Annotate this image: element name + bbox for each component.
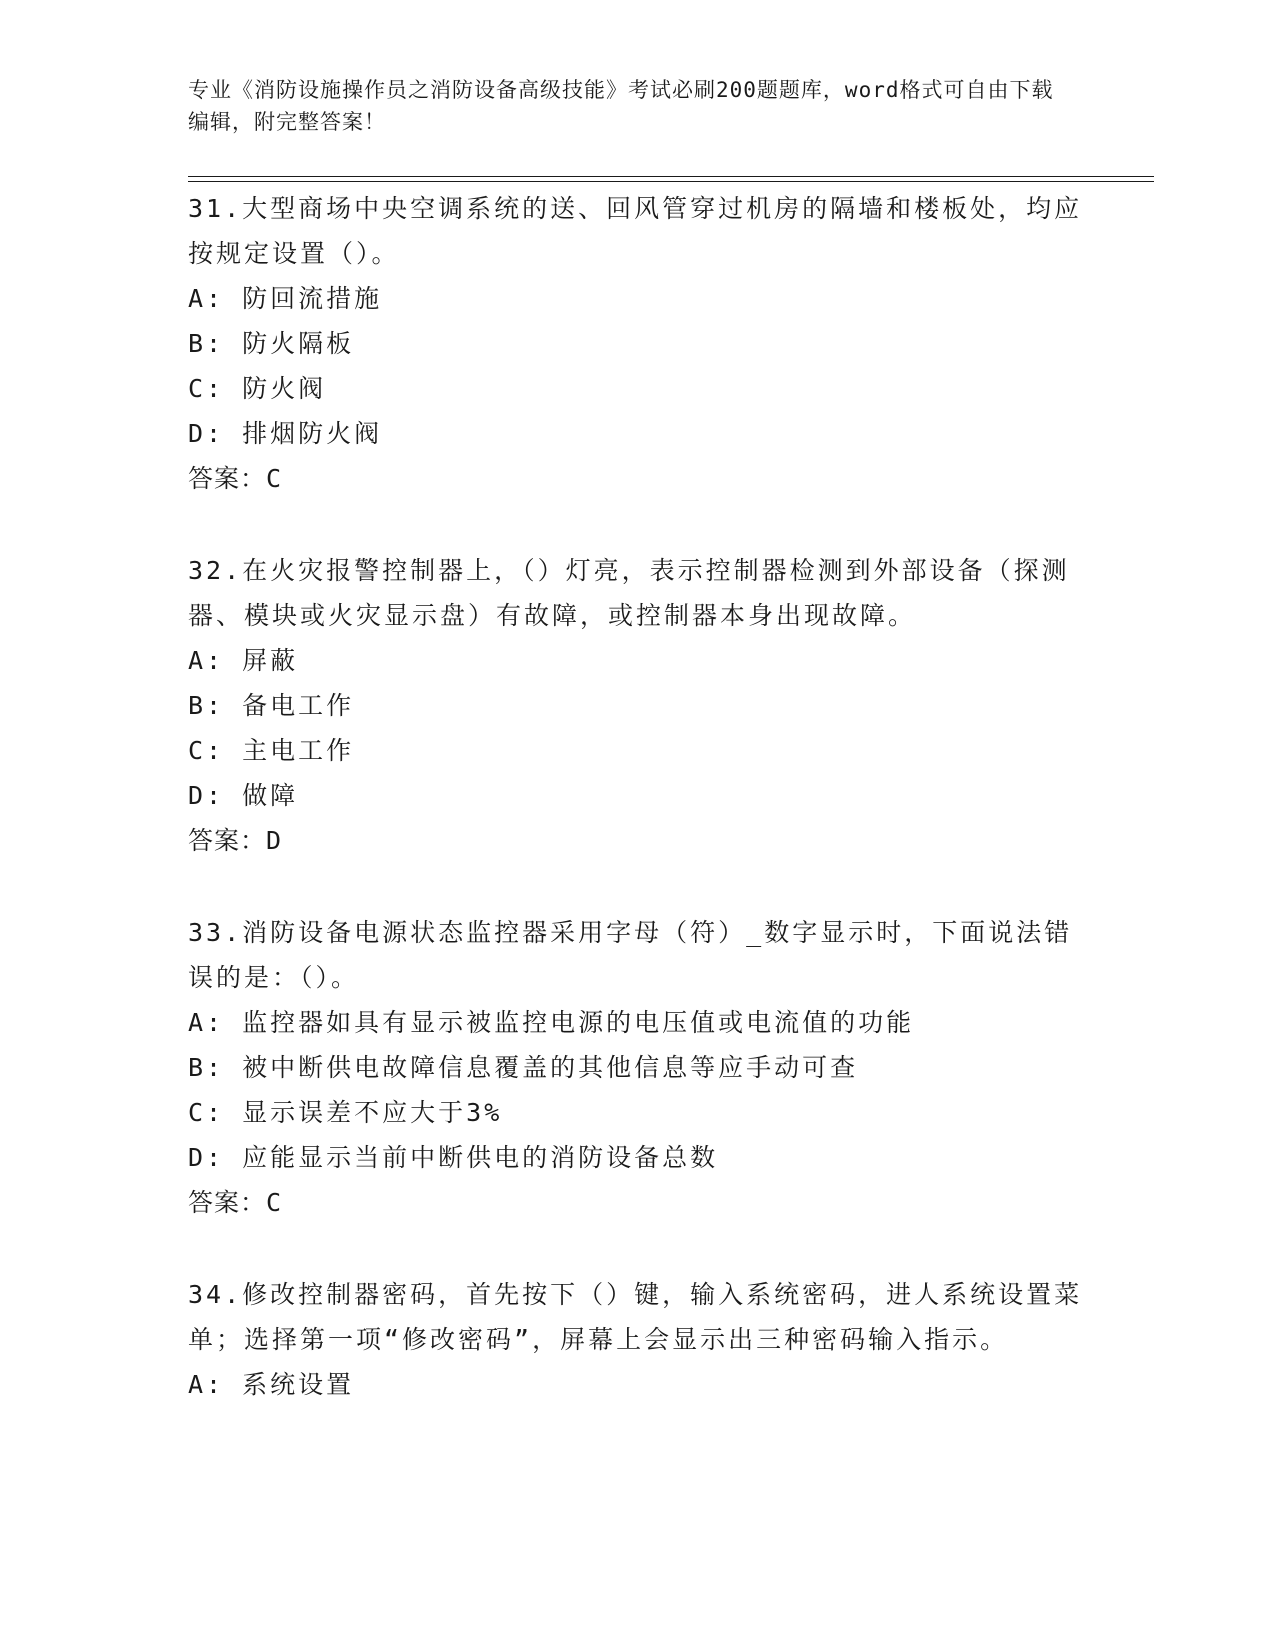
- answer-label: 答案：: [188, 1188, 267, 1217]
- option-c: C: 主电工作: [188, 736, 355, 765]
- question-34: [188, 1272, 1088, 1407]
- answer-line: [188, 818, 1088, 863]
- header-divider-top: [188, 176, 1154, 177]
- question-stem: 34.修改控制器密码，首先按下（）键，输入系统密码，进人系统设置菜单；选择第一项“修改密码”，屏幕上会显示出三种密码输入指示。: [188, 1280, 1083, 1354]
- question-31: [188, 186, 1088, 501]
- option-a: A: 屏蔽: [188, 646, 299, 675]
- answer-value: C: [266, 464, 283, 493]
- answer-label: 答案：: [188, 826, 267, 855]
- option-d: D: 做障: [188, 781, 299, 810]
- answer-label: 答案：: [188, 464, 267, 493]
- option-b: B: 防火隔板: [188, 329, 355, 358]
- option-c: C: 防火阀: [188, 374, 327, 403]
- option-d: D: 应能显示当前中断供电的消防设备总数: [188, 1143, 719, 1172]
- question-stem: 31.大型商场中央空调系统的送、回风管穿过机房的隔墙和楼板处，均应按规定设置（）。: [188, 194, 1083, 268]
- question-stem: 33.消防设备电源状态监控器采用字母（符）_数字显示时，下面说法错误的是：（）。: [188, 918, 1073, 992]
- option-d: D: 排烟防火阀: [188, 419, 383, 448]
- question-stem: 32.在火灾报警控制器上，（）灯亮，表示控制器检测到外部设备（探测器、模块或火灾显示盘）有故障，或控制器本身出现故障。: [188, 556, 1070, 630]
- option-a: A: 系统设置: [188, 1370, 355, 1399]
- answer-line: [188, 456, 1088, 501]
- answer-value: C: [266, 1188, 283, 1217]
- question-32: [188, 548, 1088, 863]
- option-b: B: 被中断供电故障信息覆盖的其他信息等应手动可查: [188, 1053, 859, 1082]
- answer-line: [188, 1180, 1088, 1225]
- question-33: [188, 910, 1088, 1225]
- option-a: A: 防回流措施: [188, 284, 383, 313]
- option-b: B: 备电工作: [188, 691, 355, 720]
- document-intro: 专业《消防设施操作员之消防设备高级技能》考试必刷200题题库，word格式可自由下载编辑，附完整答案！: [188, 78, 1054, 134]
- option-a: A: 监控器如具有显示被监控电源的电压值或电流值的功能: [188, 1008, 915, 1037]
- header-divider-bottom: [188, 181, 1154, 182]
- option-c: C: 显示误差不应大于3%: [188, 1098, 503, 1127]
- answer-value: D: [266, 826, 283, 855]
